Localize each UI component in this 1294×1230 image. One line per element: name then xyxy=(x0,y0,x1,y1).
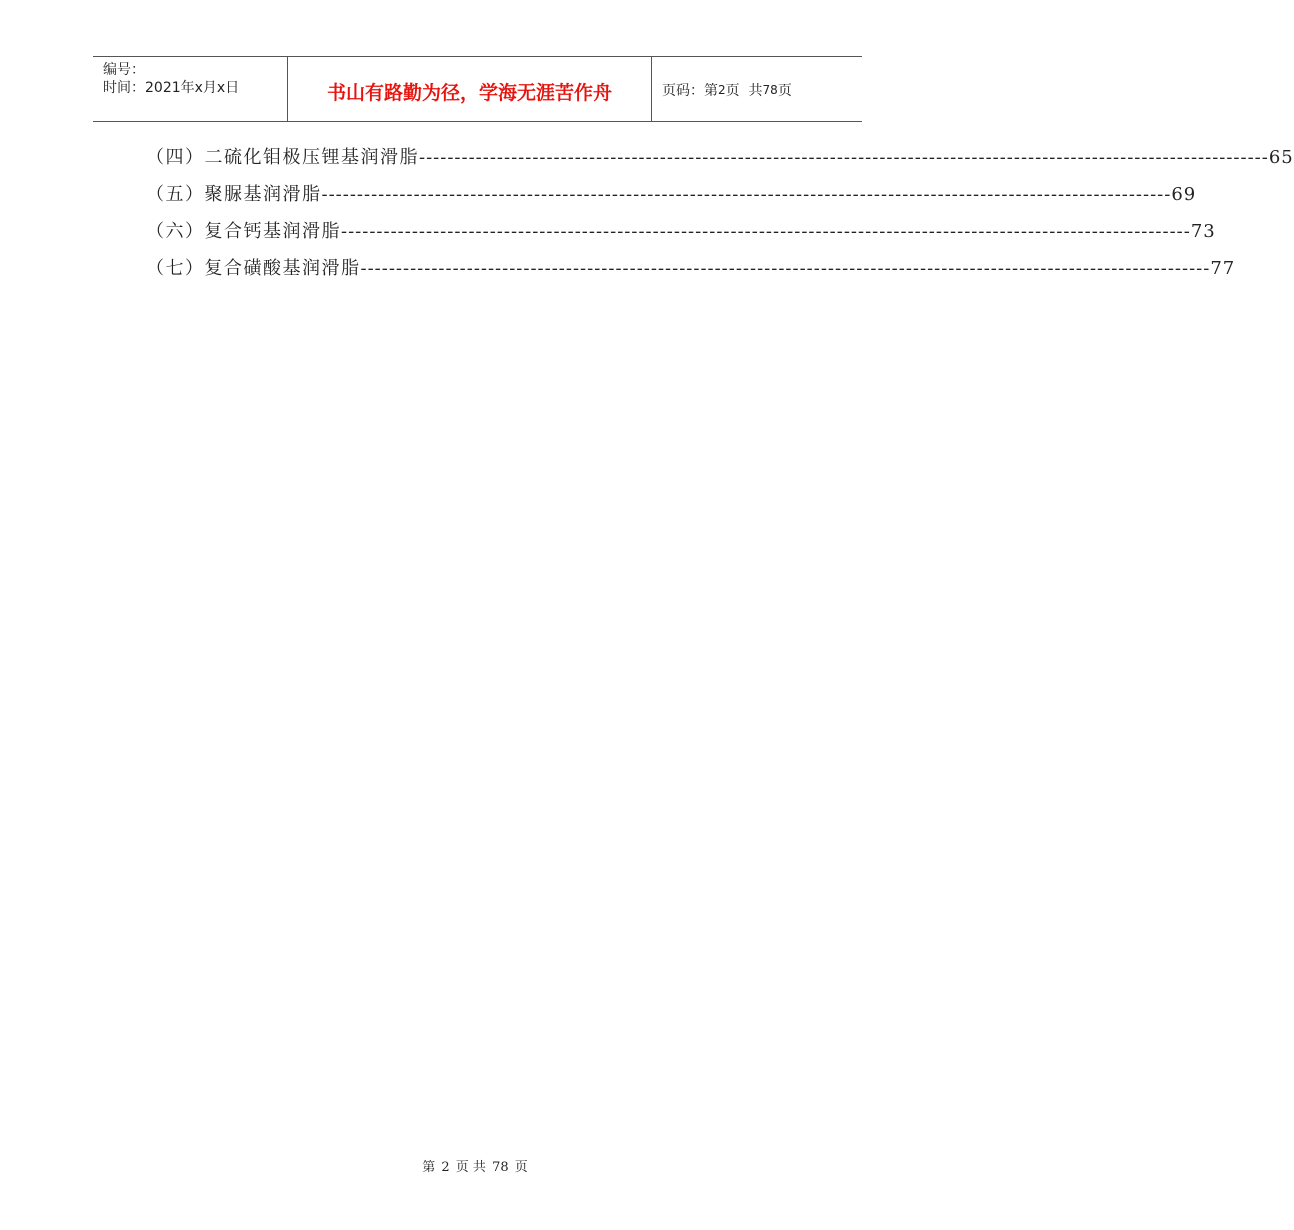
date-text: 时间：2021年x月x日 xyxy=(103,80,240,96)
toc-entry[interactable] xyxy=(146,254,1236,291)
toc-leader: ------------------------------------------------------------------------------------------------------------------------ xyxy=(419,147,1269,168)
page-label: 页码：第 xyxy=(662,83,718,99)
footer-suffix: 页 xyxy=(514,1160,528,1175)
toc-entry-page: 77 xyxy=(1210,258,1236,279)
header-info-cell xyxy=(93,57,288,121)
footer-total-pages: 78 xyxy=(492,1160,509,1175)
footer-prefix: 第 xyxy=(422,1160,436,1175)
toc-entry-page: 73 xyxy=(1190,221,1216,242)
table-of-contents xyxy=(146,143,1294,291)
motto-text: 书山有路勤为径，学海无涯苦作舟 xyxy=(326,81,612,104)
toc-entry-page: 69 xyxy=(1171,184,1197,205)
toc-leader: ------------------------------------------------------------------------------------------------------------------------ xyxy=(321,184,1172,205)
toc-entry[interactable] xyxy=(146,143,1294,180)
toc-entry-title: （七）复合磺酸基润滑脂 xyxy=(146,258,361,279)
page-mid: 页 共 xyxy=(725,83,763,99)
toc-leader: ------------------------------------------------------------------------------------------------------------------------ xyxy=(360,258,1211,279)
toc-entry-title: （六）复合钙基润滑脂 xyxy=(146,221,341,242)
toc-entry-title: （五）聚脲基润滑脂 xyxy=(146,184,322,205)
toc-entry-page: 65 xyxy=(1268,147,1294,168)
document-header xyxy=(93,56,862,122)
serial-number-label: 编号： xyxy=(103,62,145,78)
footer-mid: 页 共 xyxy=(455,1160,486,1175)
header-motto-cell xyxy=(288,57,652,121)
page-current: 2 xyxy=(718,83,726,97)
page-footer xyxy=(0,1156,950,1175)
toc-entry[interactable] xyxy=(146,180,1197,217)
header-page-cell xyxy=(652,57,862,121)
footer-current-page: 2 xyxy=(441,1160,450,1175)
page-total: 78 xyxy=(762,83,778,97)
toc-entry-title: （四）二硫化钼极压锂基润滑脂 xyxy=(146,147,419,168)
toc-entry[interactable] xyxy=(146,217,1216,254)
toc-leader: ------------------------------------------------------------------------------------------------------------------------ xyxy=(341,221,1191,242)
page-end: 页 xyxy=(777,83,792,99)
